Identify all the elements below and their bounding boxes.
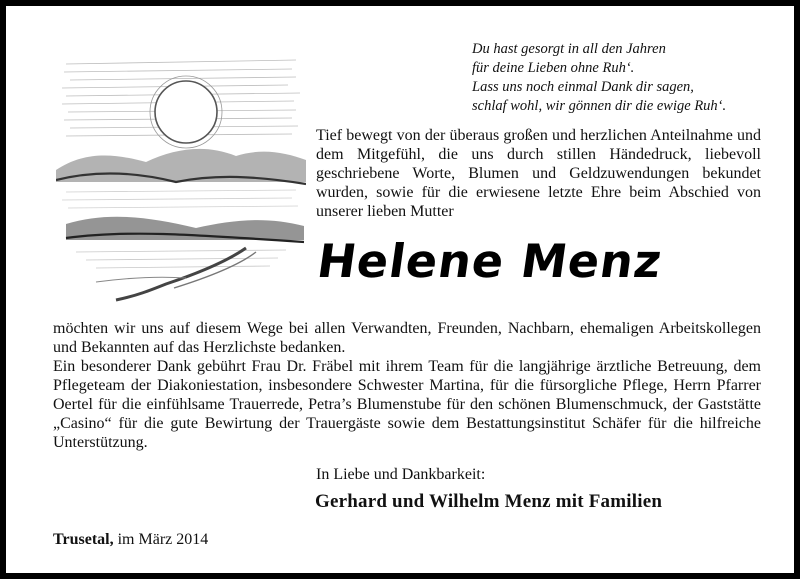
deceased-name: Helene Menz bbox=[314, 234, 666, 288]
poem-line: Lass uns noch einmal Dank dir sagen, bbox=[472, 79, 694, 95]
thanks-paragraph: möchten wir uns auf diesem Wege bei allen Verwandten, Freunden, Nachbarn, ehemaligen Arbeitskollegen und Bekannten auf das Herzlichste bedanken. bbox=[53, 320, 761, 356]
moon-landscape-sketch-icon bbox=[56, 52, 306, 302]
poem bbox=[472, 40, 792, 116]
thanks-paragraph: Ein besonderer Dank gebührt Frau Dr. Fräbel mit ihrem Team für die langjährige ärztliche Betreuung, dem Pflegeteam der Diakoniestation, insbesondere Schwester Martina, für die fürsorgliche Pflege, Herrn Pfarrer Oertel für die einfühlsame Trauerrede, Petra’s Blumenstube für den schönen Blumenschmuck, der Gaststätte „Casino“ für die gute Bewirtung der Trauergäste sowie dem Bestattungsinstitut Schäfer für die hilfreiche Unterstützung. bbox=[53, 358, 761, 451]
thanks-text bbox=[53, 319, 761, 452]
notice-date: im März 2014 bbox=[117, 531, 209, 548]
signers: Gerhard und Wilhelm Menz mit Familien bbox=[315, 491, 663, 512]
poem-line: für deine Lieben ohne Ruh‘. bbox=[472, 60, 635, 76]
closing-line: In Liebe und Dankbarkeit: bbox=[316, 466, 486, 483]
intro-text: Tief bewegt von der überaus großen und herzlichen Anteilnahme und dem Mitgefühl, die uns durch stillen Händedruck, liebevoll geschriebene Worte, Blumen und Geldzuwendungen bekundet wurden, sowie für die erwiesene letzte Ehre beim Abschied von unserer lieben Mutter bbox=[316, 127, 761, 220]
poem-line: schlaf wohl, wir gönnen dir die ewige Ruh‘. bbox=[472, 98, 727, 114]
poem-line: Du hast gesorgt in all den Jahren bbox=[472, 41, 666, 57]
place-town: Trusetal, bbox=[53, 531, 114, 548]
place-date bbox=[53, 530, 353, 549]
